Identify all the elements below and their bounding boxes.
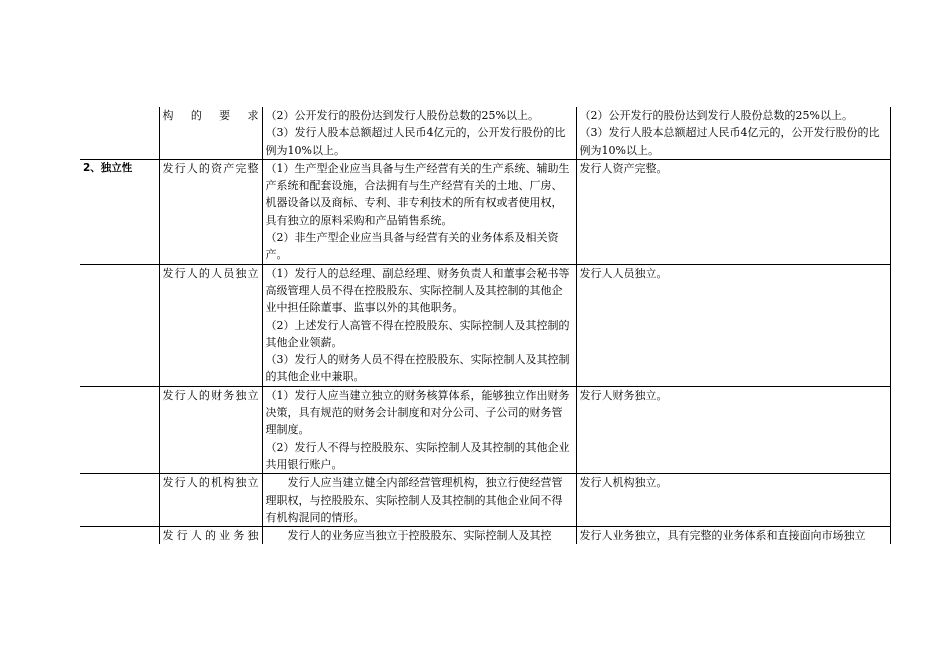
table-row (80, 527, 890, 545)
requirement-paragraph: （2）上述发行人高管不得在控股股东、实际控制人及其控制的其他企业领薪。 (265, 318, 570, 349)
item-cell: 发行人的业务独 (159, 527, 262, 545)
status-paragraph: 发行人财务独立。 (579, 388, 668, 402)
requirement-paragraph: （1）发行人的总经理、副总经理、财务负责人和董事会秘书等高级管理人员不得在控股股东、实际控制人及其控制的其他企业中担任除董事、监事以外的其他职务。 (265, 266, 570, 315)
item-cell: 发行人的人员独立 (159, 264, 262, 386)
requirement-paragraph: 发行人的业务应当独立于控股股东、实际控制人及其控 (287, 529, 552, 543)
table-row (80, 264, 890, 386)
status-cell (576, 474, 890, 527)
table-row (80, 474, 890, 527)
requirement-paragraph: （2）非生产型企业应当具备与经营有关的业务体系及相关资产。 (265, 231, 559, 262)
item-cell: 构的要求 (159, 107, 262, 159)
category-cell (80, 474, 159, 527)
status-paragraph: 发行人机构独立。 (579, 476, 668, 490)
category-cell (80, 386, 159, 473)
table-row (80, 107, 890, 159)
status-paragraph: （2）公开发行的股份达到发行人股份总数的25%以上。 (579, 109, 853, 122)
item-cell: 发行人的财务独立 (159, 386, 262, 473)
requirement-cell (262, 107, 576, 159)
requirement-paragraph: （2）公开发行的股份达到发行人股份总数的25%以上。 (265, 109, 539, 122)
requirement-paragraph: （1）发行人应当建立独立的财务核算体系，能够独立作出财务决策，具有规范的财务会计制度和对分公司、子公司的财务管理制度。 (265, 388, 570, 437)
category-cell: 2、独立性 (80, 159, 159, 264)
status-paragraph: 发行人业务独立，具有完整的业务体系和直接面向市场独立 (579, 529, 866, 543)
category-cell (80, 264, 159, 386)
status-paragraph: （3）发行人股本总额超过人民币4亿元的，公开发行股份的比例为10%以上。 (579, 126, 880, 157)
status-paragraph: 发行人人员独立。 (579, 266, 668, 280)
requirement-paragraph: （3）发行人股本总额超过人民币4亿元的，公开发行股份的比例为10%以上。 (265, 126, 566, 157)
status-cell (576, 386, 890, 473)
status-cell (576, 107, 890, 159)
table-row (80, 159, 890, 264)
requirement-cell (262, 264, 576, 386)
item-cell: 发行人的机构独立 (159, 474, 262, 527)
status-cell (576, 264, 890, 386)
table-row (80, 386, 890, 473)
requirement-paragraph: （3）发行人的财务人员不得在控股股东、实际控制人及其控制的其他企业中兼职。 (265, 353, 570, 384)
requirement-cell (262, 386, 576, 473)
requirements-table (80, 107, 891, 544)
requirement-cell (262, 159, 576, 264)
requirement-cell (262, 474, 576, 527)
status-cell (576, 159, 890, 264)
requirement-paragraph: 发行人应当建立健全内部经营管理机构，独立行使经营管理职权，与控股股东、实际控制人及其控制的其他企业间不得有机构混同的情形。 (265, 476, 563, 524)
requirement-paragraph: （2）发行人不得与控股股东、实际控制人及其控制的其他企业共用银行账户。 (265, 440, 570, 471)
category-cell (80, 527, 159, 545)
category-cell (80, 107, 159, 159)
requirement-paragraph: （1）生产型企业应当具备与生产经营有关的生产系统、辅助生产系统和配套设施，合法拥有与生产经营有关的土地、厂房、机器设备以及商标、专利、非专利技术的所有权或者使用权，具有独立的原料采购和产品销售系统。 (265, 161, 570, 227)
status-cell (576, 527, 890, 545)
requirement-cell (262, 527, 576, 545)
item-cell: 发行人的资产完整 (159, 159, 262, 264)
status-paragraph: 发行人资产完整。 (579, 161, 668, 175)
